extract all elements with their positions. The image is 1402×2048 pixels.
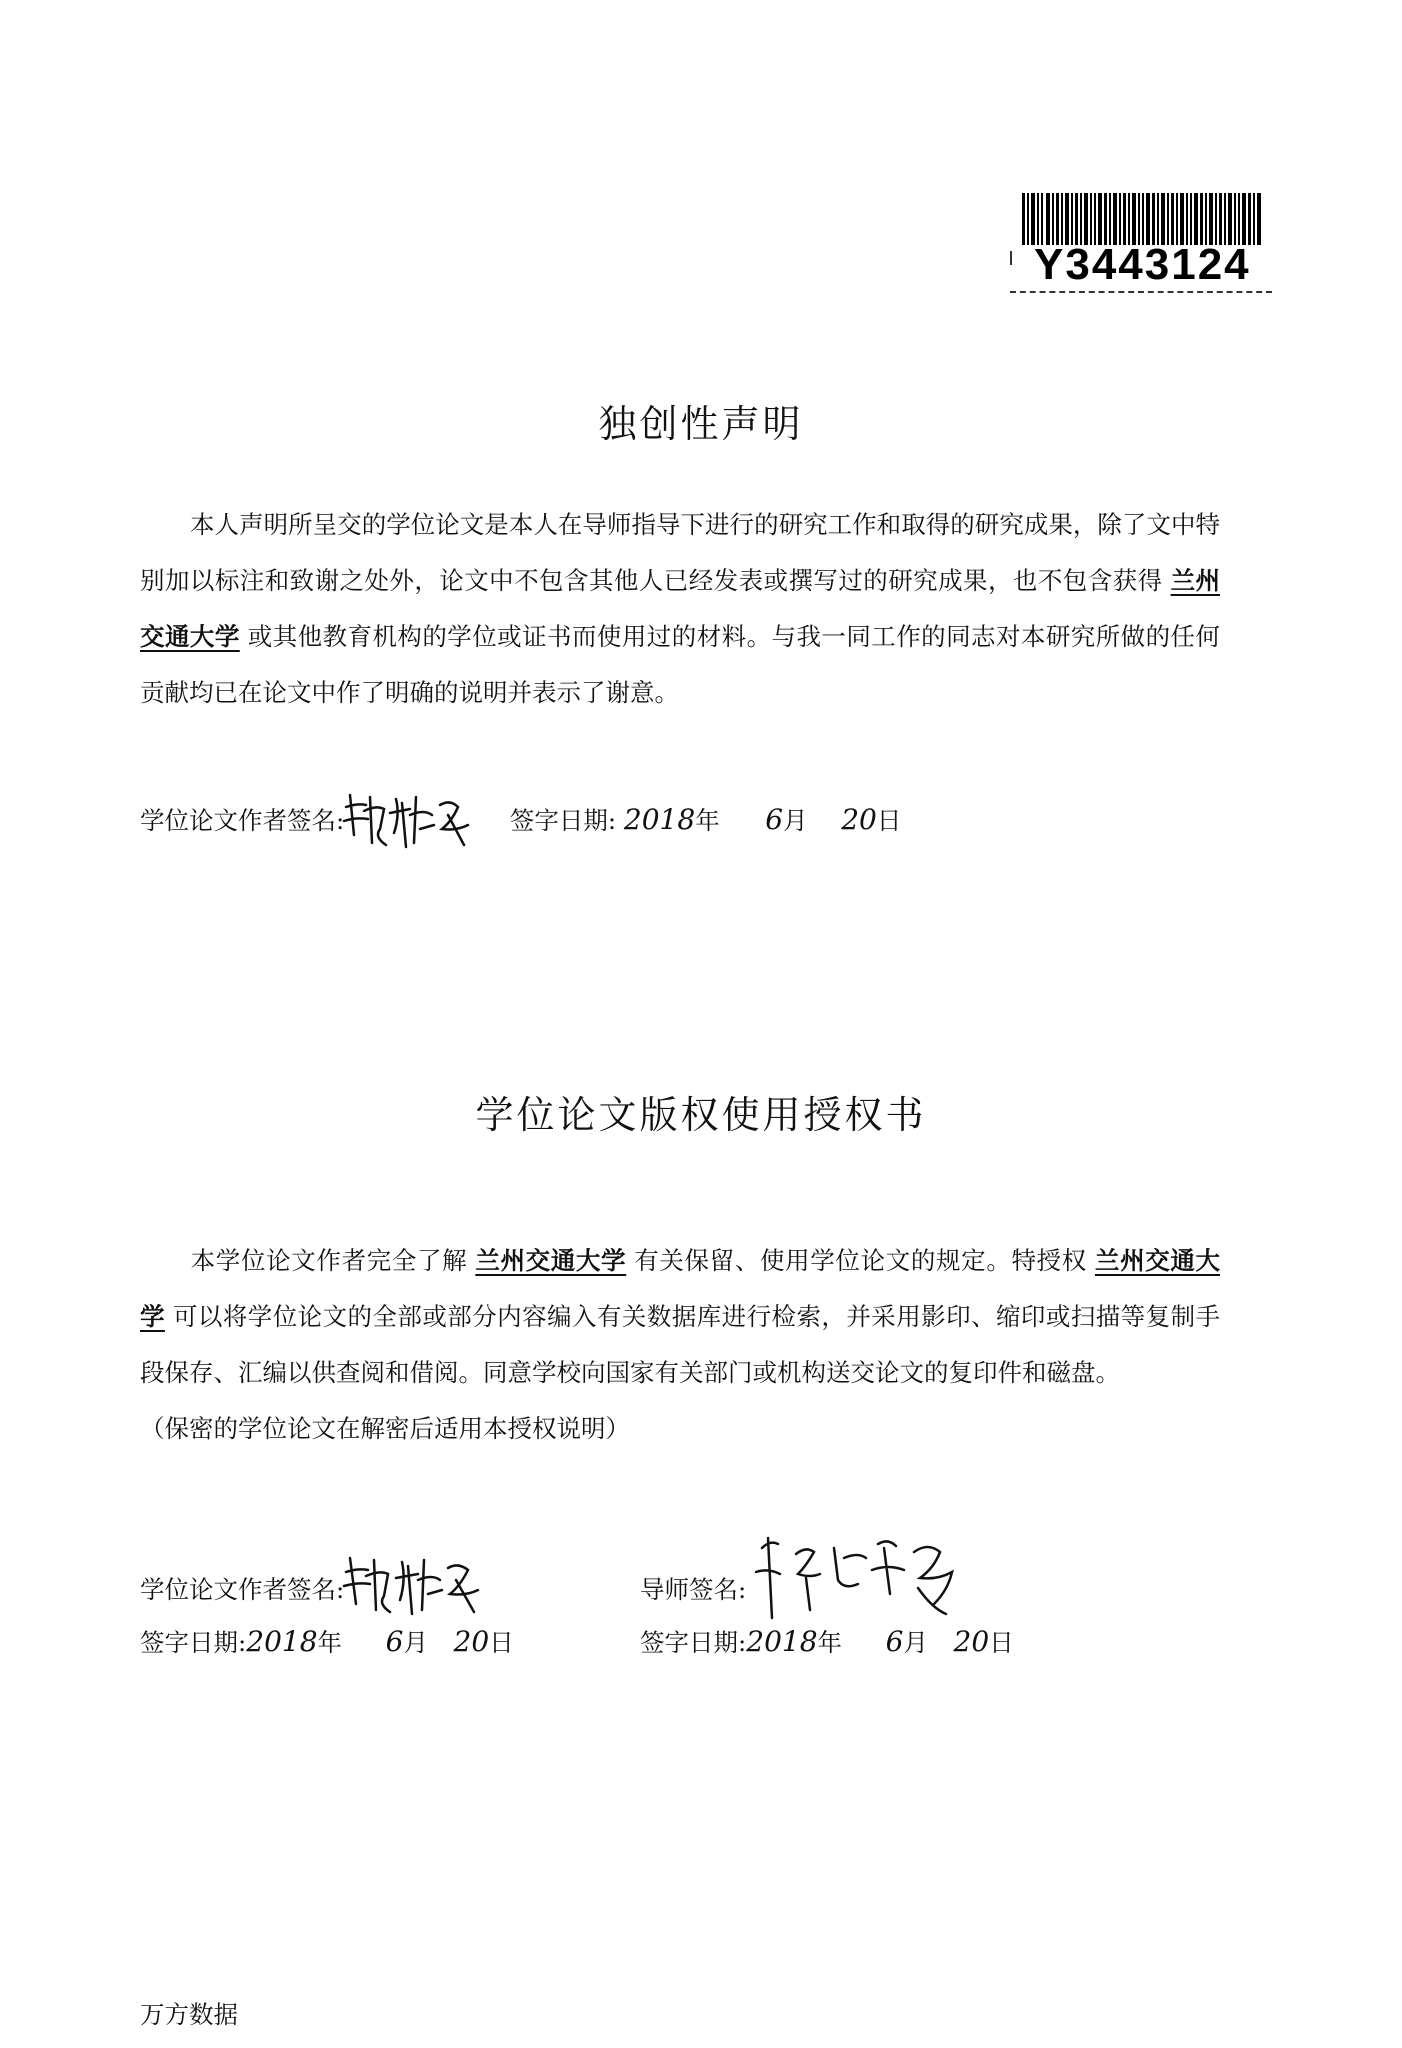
authorization-text-b: 有关保留、使用学位论文的规定。特授权 bbox=[634, 1246, 1087, 1275]
auth-author-date-line bbox=[140, 1622, 514, 1663]
barcode-number: Y3443124 bbox=[1034, 240, 1251, 289]
declaration-paragraph bbox=[140, 497, 1220, 721]
authorization-paragraph bbox=[140, 1233, 1220, 1401]
supervisor-year-unit: 年 bbox=[817, 1628, 843, 1657]
author-handwritten-signature bbox=[340, 785, 480, 855]
declaration-text-b: 或其他教育机构的学位或证书而使用过的材料。与我一同工作的同志对本研究所做的任何贡献均已在论文中作了明确的说明并表示了谢意。 bbox=[140, 622, 1220, 707]
auth-author-year: 2018 bbox=[246, 1625, 318, 1658]
supervisor-date-line bbox=[640, 1622, 1014, 1663]
authorization-text-c: 可以将学位论文的全部或部分内容编入有关数据库进行检索，并采用影印、缩印或扫描等复制手段保存、汇编以供查阅和借阅。同意学校向国家有关部门或机构送交论文的复印件和磁盘。 bbox=[140, 1302, 1221, 1387]
supervisor-sign-label: 导师签名: bbox=[640, 1575, 747, 1604]
authorization-note: （保密的学位论文在解密后适用本授权说明） bbox=[140, 1414, 630, 1443]
sign-year: 2018 bbox=[623, 803, 696, 836]
barcode-dashed-line bbox=[1010, 291, 1272, 293]
sign-date-label: 签字日期: bbox=[509, 806, 617, 835]
authorization-title: 学位论文版权使用授权书 bbox=[475, 1093, 927, 1137]
year-unit: 年 bbox=[695, 806, 720, 835]
declaration-title: 独创性声明 bbox=[598, 402, 804, 446]
month-unit: 月 bbox=[783, 806, 808, 835]
auth-author-handwritten-signature bbox=[340, 1548, 490, 1624]
sign-month: 6 bbox=[765, 803, 784, 836]
authorization-university-2: 兰州交通大学 bbox=[140, 1246, 1221, 1331]
supervisor-month: 6 bbox=[885, 1625, 904, 1658]
day-unit: 日 bbox=[876, 806, 902, 835]
auth-author-day-unit: 日 bbox=[489, 1628, 514, 1657]
auth-author-sign-label: 学位论文作者签名: bbox=[140, 1575, 345, 1604]
auth-author-year-unit: 年 bbox=[317, 1628, 343, 1657]
supervisor-sign-line bbox=[640, 1570, 746, 1610]
supervisor-day: 20 bbox=[953, 1625, 990, 1658]
auth-author-sign-line bbox=[140, 1570, 344, 1610]
declaration-signature-line bbox=[140, 800, 901, 841]
auth-author-date-label: 签字日期: bbox=[140, 1628, 247, 1657]
supervisor-handwritten-signature bbox=[748, 1518, 978, 1628]
barcode bbox=[1010, 193, 1270, 297]
supervisor-date-label: 签字日期: bbox=[640, 1628, 747, 1657]
footer-source: 万方数据 bbox=[140, 2000, 238, 2029]
auth-author-month-unit: 月 bbox=[403, 1628, 428, 1657]
auth-author-day: 20 bbox=[453, 1625, 490, 1658]
supervisor-year: 2018 bbox=[746, 1625, 818, 1658]
author-sign-label: 学位论文作者签名: bbox=[140, 806, 345, 835]
supervisor-month-unit: 月 bbox=[903, 1628, 928, 1657]
authorization-university-1: 兰州交通大学 bbox=[475, 1246, 627, 1275]
supervisor-day-unit: 日 bbox=[989, 1628, 1014, 1657]
barcode-tick bbox=[1010, 251, 1012, 265]
barcode-bars bbox=[1022, 193, 1262, 245]
sign-day: 20 bbox=[841, 803, 877, 836]
declaration-text-a: 本人声明所呈交的学位论文是本人在导师指导下进行的研究工作和取得的研究成果，除了文中特别加以标注和致谢之处外，论文中不包含其他人已经发表或撰写过的研究成果，也不包含获得 bbox=[140, 510, 1220, 595]
authorization-text-a: 本学位论文作者完全了解 bbox=[190, 1246, 468, 1275]
declaration-university: 兰州交通大学 bbox=[140, 566, 1221, 651]
auth-author-month: 6 bbox=[385, 1625, 404, 1658]
